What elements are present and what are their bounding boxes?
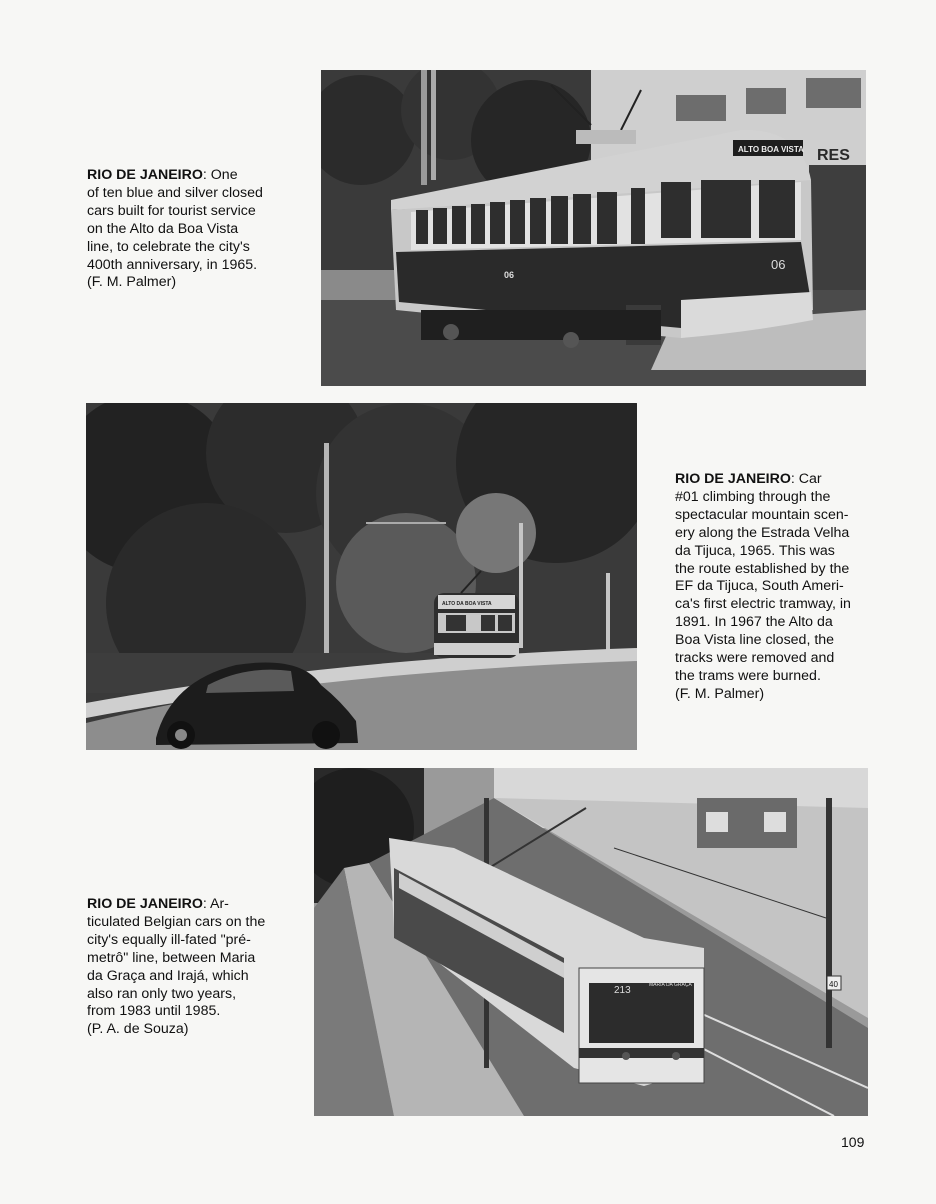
svg-text:40: 40 [829, 980, 838, 989]
svg-text:06: 06 [771, 257, 786, 272]
caption-1: RIO DE JANEIRO: One of ten blue and silver closed cars built for tourist service on the Alto da Boa Vista line, to celebrate the city's 400th anniversary, in 1965. (F. M. Palmer) [87, 167, 263, 291]
caption-place: RIO DE JANEIRO [87, 896, 203, 912]
caption-3: RIO DE JANEIRO: Ar- ticulated Belgian cars on the city's equally ill-fated "pré- metrô" line, between Maria da Graça and Irajá, which also ran only two years, from 1983 until 1985. (P. A. de Souza) [87, 896, 266, 1038]
svg-text:ALTO DA BOA VISTA: ALTO DA BOA VISTA [442, 601, 492, 607]
photo-tram-06 [321, 70, 866, 386]
svg-text:ALTO BOA VISTA: ALTO BOA VISTA [738, 145, 804, 154]
photo-tram-mountain [86, 403, 637, 750]
caption-2: RIO DE JANEIRO: Car #01 climbing through the spectacular mountain scen- ery along the Estrada Velha da Tijuca, 1965. This was the route established by the EF da Tijuca, South Ameri- ca's first electric tramway, in 1891. In 1967 the Alto da Boa Vista line closed, the tracks were removed and the trams were burned. (F. M. Palmer) [675, 471, 851, 702]
svg-text:MARIA DA GRAÇA: MARIA DA GRAÇA [649, 982, 692, 988]
page-number: 109 [841, 1134, 865, 1150]
photo-pre-metro [314, 768, 868, 1116]
caption-place: RIO DE JANEIRO [87, 167, 203, 183]
svg-text:213: 213 [614, 985, 631, 996]
caption-place: RIO DE JANEIRO [675, 471, 791, 487]
svg-text:06: 06 [504, 270, 515, 280]
svg-text:RES: RES [817, 147, 850, 164]
